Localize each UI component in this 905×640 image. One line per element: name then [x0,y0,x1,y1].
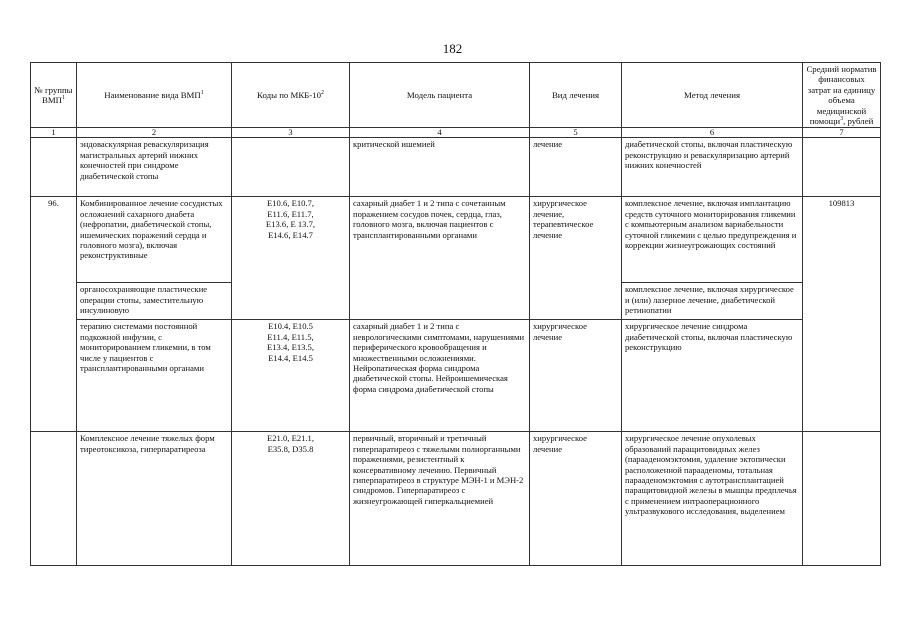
treatment-method-cell: комплексное лечение, включая имплантацию средств суточного мониторирования гликемии с компьютерным анализом вариабельности суточной гликемии с целью предупреждения и коррекции жизнеугрожающих состояний [622,197,803,283]
vmp-name-cell: органосохраняющие пластические операции стопы, заместительную инсулиновую [77,283,232,320]
column-number-row [31,128,881,138]
column-number: 2 [77,128,232,138]
table-row [31,432,881,566]
cost-cell [803,138,881,197]
column-number: 7 [803,128,881,138]
vmp-name-cell: терапию системами постоянной подкожной инфузии, с мониторированием гликемии, в том числе у пациентов с трансплантированными органами [77,320,232,432]
treatment-method-cell: хирургическое лечение опухолевых образований паращитовидных желез (парааденомэктомия, удаление эктопически расположенной парааденомы, тотальная парааденомэктомия с аутотрансплантацией паращитовидной железы в мышцы предплечья с применением интраоперационного ультразвукового исследования, выделением [622,432,803,566]
treatment-method-cell: диабетической стопы, включая пластическую реконструкцию и реваскуляризацию артерий нижних конечностей [622,138,803,197]
icd-codes-cell: E10.6, E10.7, E11.6, E11.7, E13.6, E 13.7, E14.6, E14.7 [232,197,350,320]
header-treatment-method: Метод лечения [622,63,803,128]
treatment-method-cell: хирургическое лечение синдрома диабетической стопы, включая пластическую реконструкцию [622,320,803,432]
header-vmp-name: Наименование вида ВМП$^1$ [77,63,232,128]
treatment-type-cell: хирургическое лечение, терапевтическое лечение [530,197,622,320]
treatment-type-cell: хирургическое лечение [530,432,622,566]
header-group-number: № группы ВМП$^1$ [31,63,77,128]
patient-model-cell: сахарный диабет 1 и 2 типа с неврологическими симптомами, нарушениями периферического кровообращения и множественными осложнениями. Нейропатическая форма синдрома диабетической стопы. Нейроишемическая форма синдрома диабетической стопы [350,320,530,432]
icd-codes-cell: E21.0, E21.1, E35.8, D35.8 [232,432,350,566]
column-number: 6 [622,128,803,138]
vmp-name-cell: эндоваскулярная реваскуляризация магистральных артерий нижних конечностей при синдроме диабетической стопы [77,138,232,197]
treatment-type-cell: хирургическое лечение [530,320,622,432]
table-row [31,320,881,432]
treatment-method-cell: комплексное лечение, включая хирургическое и (или) лазерное лечение, диабетической ретинопатии [622,283,803,320]
treatment-type-cell: лечение [530,138,622,197]
vmp-table [30,62,881,566]
column-number: 5 [530,128,622,138]
group-number-cell [31,138,77,197]
cost-cell: 109813 [803,197,881,432]
vmp-name-cell: Комбинированное лечение сосудистых осложнений сахарного диабета (нефропатии, диабетической стопы, ишемических поражений сердца и головного мозга), включая реконструктивные [77,197,232,283]
header-cost-norm: Средний норматив финансовых затрат на единицу объема медицинской помощи$^3$, рублей [803,63,881,128]
table-row [31,197,881,283]
patient-model-cell: критической ишемией [350,138,530,197]
vmp-name-cell: Комплексное лечение тяжелых форм тиреотоксикоза, гиперпаратиреоза [77,432,232,566]
header-icd-codes: Коды по МКБ-$10^2$ [232,63,350,128]
column-number: 4 [350,128,530,138]
patient-model-cell: первичный, вторичный и третичный гиперпаратиреоз с тяжелыми полиорганными поражениями, резистентный к консервативному лечению. Первичный гиперпаратиреоз в структуре МЭН-1 и МЭН-2 синдромов. Гиперпаратиреоз с жизнеугрожающей гиперкальциемией [350,432,530,566]
cost-cell [803,432,881,566]
table-row [31,138,881,197]
header-patient-model: Модель пациента [350,63,530,128]
header-row [31,63,881,128]
header-treatment-type: Вид лечения [530,63,622,128]
group-number-cell: 96. [31,197,77,432]
patient-model-cell: сахарный диабет 1 и 2 типа с сочетанным поражением сосудов почек, сердца, глаз, головного мозга, включая пациентов с трансплантированными органами [350,197,530,320]
icd-codes-cell [232,138,350,197]
icd-codes-cell: E10.4, E10.5 E11.4, E11.5, E13.4, E13.5, E14.4, E14.5 [232,320,350,432]
group-number-cell [31,432,77,566]
page-number: 182 [442,41,463,56]
column-number: 3 [232,128,350,138]
column-number: 1 [31,128,77,138]
